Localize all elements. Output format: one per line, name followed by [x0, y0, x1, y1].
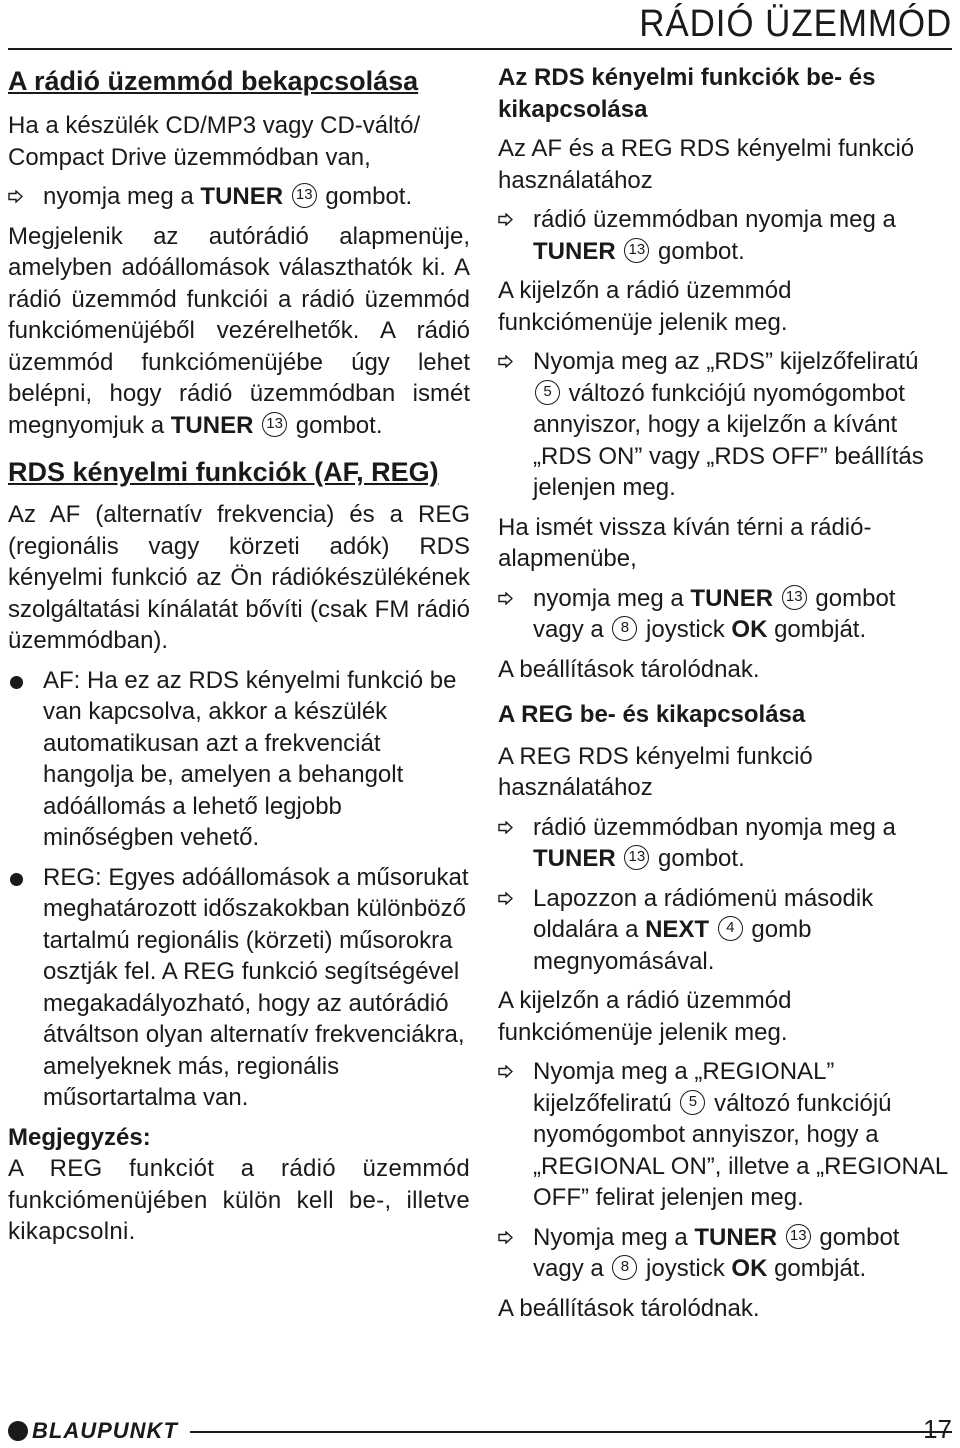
step-text-end: gombját. [767, 1255, 867, 1282]
bullet-reg [8, 862, 470, 1114]
step-text-end: változó funkciójú nyomógombot annyiszor, hogy a „REGIONAL ON”, illetve a „REGIONAL OFF” felirat jelenjen meg. [533, 1089, 948, 1211]
header-divider [8, 48, 952, 50]
step-text: nyomja meg a [533, 584, 691, 612]
step-text-end: gombot. [651, 237, 745, 265]
ok-key-label: OK [731, 1255, 768, 1282]
step-press-tuner [8, 181, 470, 213]
display-menu-paragraph: A kijelzőn a rádió üzemmód funkciómenüje jelenik meg. [498, 277, 792, 336]
step-return-tuner [498, 583, 952, 646]
button-number-badge: 5 [680, 1090, 705, 1115]
step-reg-tuner [498, 812, 952, 875]
button-number-badge: 5 [535, 380, 560, 405]
step-text: Nyomja meg a [533, 1223, 695, 1251]
button-number-badge: 4 [718, 916, 743, 941]
button-number-badge: 8 [612, 1255, 637, 1280]
left-column [8, 62, 470, 1248]
bullet-af-text: AF: Ha ez az RDS kényelmi funkció be van kapcsolva, akkor a készülék automatikusan azt a frekvenciát hangolja be, amelyen a behangolt adóállomás a lehető legjobb minőségben vehető. [43, 666, 457, 851]
tuner-key-label: TUNER [533, 237, 616, 265]
arrow-right-outline-icon [498, 821, 513, 834]
step-text-mid: gombot vagy a [533, 584, 896, 643]
button-number-badge: 13 [624, 238, 649, 263]
step-text-end: gomb megnyomásával. [533, 916, 812, 975]
button-number-badge: 13 [786, 1224, 811, 1249]
settings-saved-2: A beállítások tárolódnak. [498, 1294, 760, 1322]
tuner-key-label: TUNER [533, 845, 616, 872]
step-text-mid2: joystick [639, 1255, 732, 1282]
page-number: 17 [923, 1414, 952, 1444]
rds-description: Az AF (alternatív frekvencia) és a REG (regionális vagy körzeti adók) RDS kényelmi funkció az Ön rádiókészülékének szolgáltatási kínálatát bővíti (csak FM rádió üzemmódban). [8, 501, 470, 654]
button-number-badge: 13 [262, 412, 287, 437]
step-text-mid: gombot vagy a [533, 1223, 900, 1282]
menu-paragraph-text: Megjelenik az autórádió alapmenüje, amelyben adóállomások választhatók ki. A rádió üzemmód funkciói a rádió üzemmód funkciómenüjéből vezérelhetők. A rádió üzemmód funkciómenüjébe úgy lehet belépni, hogy rádió üzemmódban ismét megnyomjuk a [8, 222, 470, 439]
step-press-regional [498, 1056, 952, 1214]
right-column [498, 62, 952, 1332]
menu-paragraph [8, 221, 470, 442]
ok-key-label: OK [731, 616, 768, 643]
tuner-key-label: TUNER [170, 411, 254, 439]
tuner-key-label: TUNER [200, 183, 284, 210]
brand-logo [8, 1418, 178, 1444]
button-number-badge: 8 [612, 616, 637, 641]
logo-dot-icon [8, 1421, 28, 1441]
bullet-dot-icon [10, 873, 23, 886]
arrow-right-outline-icon [498, 213, 513, 226]
settings-saved: A beállítások tárolódnak. [498, 655, 760, 683]
step-text-end: gombot. [318, 183, 413, 210]
menu-paragraph-end: gombot. [289, 411, 383, 439]
step-text: nyomja meg a [43, 183, 201, 210]
arrow-right-outline-icon [498, 355, 513, 368]
step-text: rádió üzemmódban nyomja meg a [533, 206, 896, 233]
step-text-end: változó funkciójú nyomógombot annyiszor, hogy a kijelzőn a kívánt „RDS ON” vagy „RDS OFF” beállítás jelenjen meg. [533, 379, 924, 501]
next-key-label: NEXT [645, 916, 710, 943]
bullet-reg-text: REG: Egyes adóállomások a műsorukat meghatározott időszakokban különböző tartalmú regionális (körzeti) műsorokra osztják fel. A REG funkció segítségével megakadályozható, hogy az autórádió átváltson olyan alternatív frekvenciákra, amelyeknek más, regionális műsortartalma van. [43, 863, 469, 1111]
rds-usage-paragraph: Az AF és a REG RDS kényelmi funkció használatához [498, 135, 915, 194]
heading-rds-functions: RDS kényelmi funkciók (AF, REG) [8, 457, 439, 487]
bullet-dot-icon [10, 676, 23, 689]
arrow-right-outline-icon [498, 592, 513, 605]
step-radio-tuner [498, 204, 952, 267]
step-text: rádió üzemmódban nyomja meg a [533, 813, 896, 841]
step-text: Lapozzon a rádiómenü második oldalára a [533, 884, 874, 943]
arrow-right-outline-icon [498, 892, 513, 905]
step-text-mid2: joystick [639, 616, 732, 643]
step-text: Nyomja meg az „RDS” kijelzőfeliratú [533, 348, 919, 375]
arrow-right-outline-icon [498, 1065, 513, 1078]
heading-rds-on-off: Az RDS kényelmi funkciók be- és kikapcsolása [498, 64, 876, 123]
tuner-key-label: TUNER [694, 1223, 778, 1251]
button-number-badge: 13 [782, 585, 807, 610]
footer-divider [190, 1431, 952, 1433]
intro-paragraph: Ha a készülék CD/MP3 vagy CD-váltó/ Compact Drive üzemmódban van, [8, 112, 421, 171]
step-text-end: gombot. [651, 845, 745, 872]
step-text: Nyomja meg a „REGIONAL” kijelzőfeliratú [533, 1058, 835, 1117]
step-return-tuner-2 [498, 1222, 952, 1285]
reg-usage-paragraph: A REG RDS kényelmi funkció használatához [498, 742, 813, 801]
note-text: A REG funkciót a rádió üzemmód funkciómenüjében külön kell be-, illetve kikapcsolni. [8, 1155, 470, 1245]
button-number-badge: 13 [624, 845, 649, 870]
bullet-af [8, 665, 470, 854]
brand-name: BLAUPUNKT [32, 1418, 178, 1443]
display-menu-paragraph-2: A kijelzőn a rádió üzemmód funkciómenüje jelenik meg. [498, 987, 792, 1046]
button-number-badge: 13 [292, 183, 317, 208]
section-title: RÁDIÓ ÜZEMMÓD [638, 3, 952, 45]
arrow-right-outline-icon [8, 190, 23, 203]
heading-reg-on-off: A REG be- és kikapcsolása [498, 701, 806, 728]
step-press-rds [498, 346, 952, 504]
return-paragraph: Ha ismét vissza kíván térni a rádió-alapmenübe, [498, 513, 872, 572]
step-text-end: gombját. [767, 616, 867, 643]
note-label: Megjegyzés: [8, 1123, 151, 1151]
tuner-key-label: TUNER [690, 584, 774, 612]
step-next-page [498, 883, 952, 978]
arrow-right-outline-icon [498, 1231, 513, 1244]
heading-radio-mode-on: A rádió üzemmód bekapcsolása [8, 66, 419, 96]
